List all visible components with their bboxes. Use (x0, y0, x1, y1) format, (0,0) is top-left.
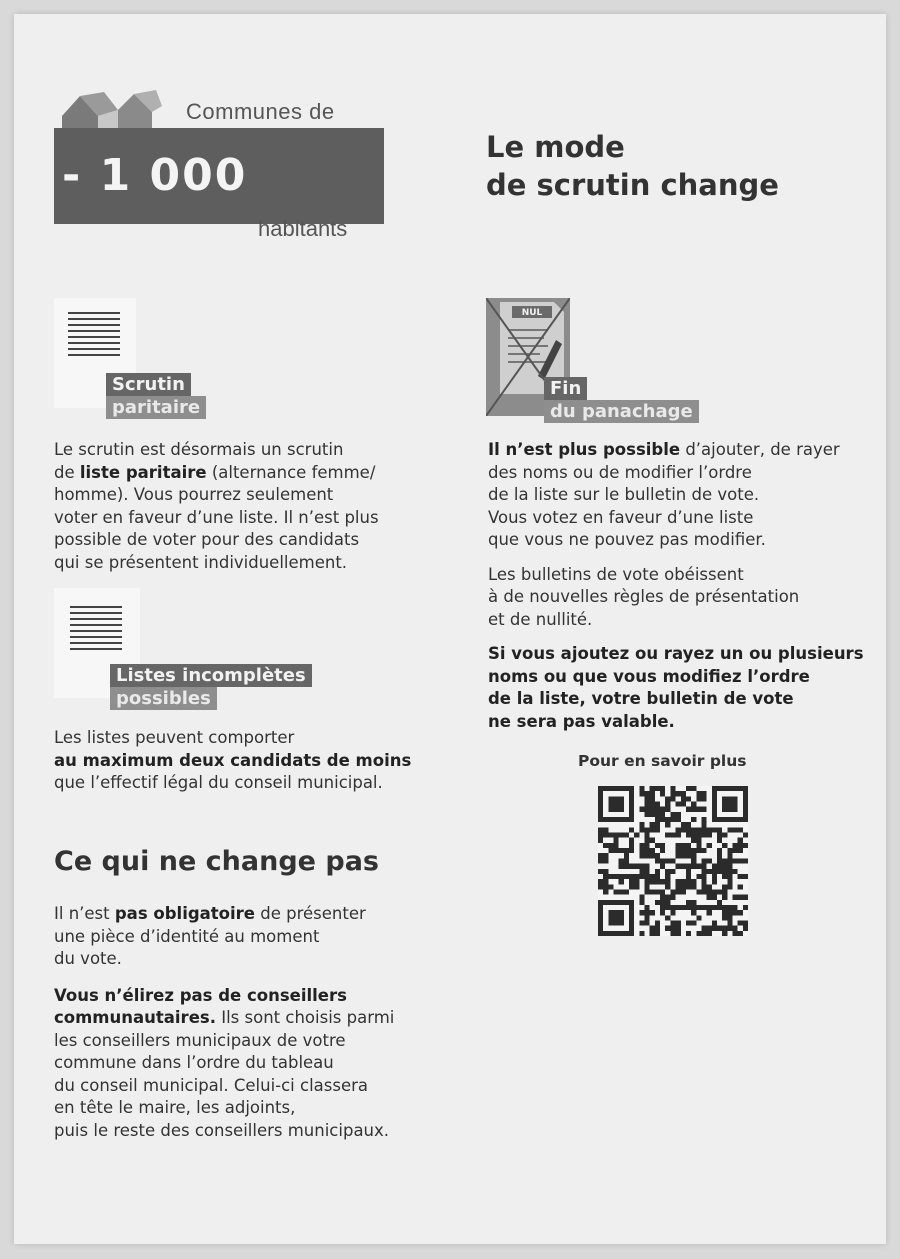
panachage-warning-line: noms ou que vous modifiez l’ordre (488, 666, 810, 686)
panachage-tag (544, 377, 699, 423)
scrutin-tag-line1: Scrutin (106, 373, 191, 396)
scrutin-line: voter en faveur d’une liste. Il n’est plus (54, 507, 379, 527)
listes-tag-line2: possibles (110, 687, 217, 710)
panachage-tag-line1: Fin (544, 377, 587, 400)
panachage-line: et de nullité. (488, 609, 593, 629)
scrutin-text (54, 439, 379, 574)
page-title (486, 128, 779, 204)
listes-tag-line1: Listes incomplètes (110, 664, 312, 687)
ncp-line: commune dans l’ordre du tableau (54, 1053, 334, 1072)
ncp-bold: communautaires. (54, 1008, 216, 1027)
panachage-tag-line2: du panachage (544, 400, 699, 423)
scrutin-line: possible de voter pour des candidats (54, 530, 360, 549)
scrutin-line-bold: liste paritaire (79, 462, 207, 482)
listes-line: que l’effectif légal du conseil municipal. (54, 773, 383, 792)
scrutin-tag (106, 373, 206, 419)
ncp-bold: Vous n’élirez pas de conseillers (54, 985, 347, 1005)
panachage-line: que vous ne pouvez pas modifier. (488, 530, 766, 549)
ncp-line: puis le reste des conseillers municipaux. (54, 1120, 390, 1140)
panachage-line: de la liste sur le bulletin de vote. (488, 485, 760, 504)
ncp-line: du vote. (54, 949, 122, 968)
scrutin-tag-line2: paritaire (106, 396, 206, 419)
scrutin-line: qui se présentent individuellement. (54, 552, 348, 572)
listes-line-bold: au maximum deux candidats de moins (54, 750, 412, 770)
listes-text (54, 727, 411, 795)
scrutin-line: Le scrutin est désormais un scrutin (54, 440, 344, 459)
ncp-line: Il n’est (54, 904, 115, 923)
title-line-1: Le mode (486, 130, 625, 164)
scrutin-line: homme). Vous pourrez seulement (54, 485, 334, 504)
panachage-line: à de nouvelles règles de présentation (488, 587, 800, 606)
panachage-warning-line: ne sera pas valable. (488, 711, 675, 731)
panachage-line: d’ajouter, de rayer (680, 440, 840, 459)
scrutin-line: (alternance femme/ (206, 462, 376, 482)
panachage-warning-line: de la liste, votre bulletin de vote (488, 689, 794, 708)
scrutin-line: de (54, 462, 80, 482)
ncp-line: les conseillers municipaux de votre (54, 1030, 346, 1050)
section-title: Ce qui ne change pas (54, 846, 379, 877)
ncp-bold: pas obligatoire (114, 904, 255, 923)
more-info-label: Pour en savoir plus (578, 752, 747, 770)
ncp-line: du conseil municipal. Celui-ci classera (54, 1075, 369, 1095)
ncp-line: en tête le maire, les adjoints, (54, 1098, 296, 1117)
ne-change-pas-text (54, 903, 394, 1142)
panachage-text (488, 439, 864, 733)
panachage-line: Les bulletins de vote obéissent (488, 564, 744, 584)
panachage-bold: Il n’est plus possible (488, 440, 681, 459)
ncp-line: de présenter (255, 904, 366, 923)
ncp-line: une pièce d’identité au moment (54, 926, 320, 946)
panachage-warning-line: Si vous ajoutez ou rayez un ou plusieurs (488, 644, 864, 663)
habitants-label: habitants (258, 216, 348, 241)
communes-de-label: Communes de (186, 99, 335, 124)
panachage-line: des noms ou de modifier l’ordre (488, 462, 752, 482)
ncp-line: Ils sont choisis parmi (215, 1008, 395, 1027)
population-number: - 1 000 (62, 150, 248, 201)
nul-label: NUL (521, 308, 543, 318)
panachage-line: Vous votez en faveur d’une liste (488, 507, 754, 527)
qr-code-icon[interactable] (598, 786, 748, 936)
title-line-2: de scrutin change (486, 168, 779, 202)
listes-tag (110, 664, 312, 710)
listes-line: Les listes peuvent comporter (54, 728, 295, 747)
